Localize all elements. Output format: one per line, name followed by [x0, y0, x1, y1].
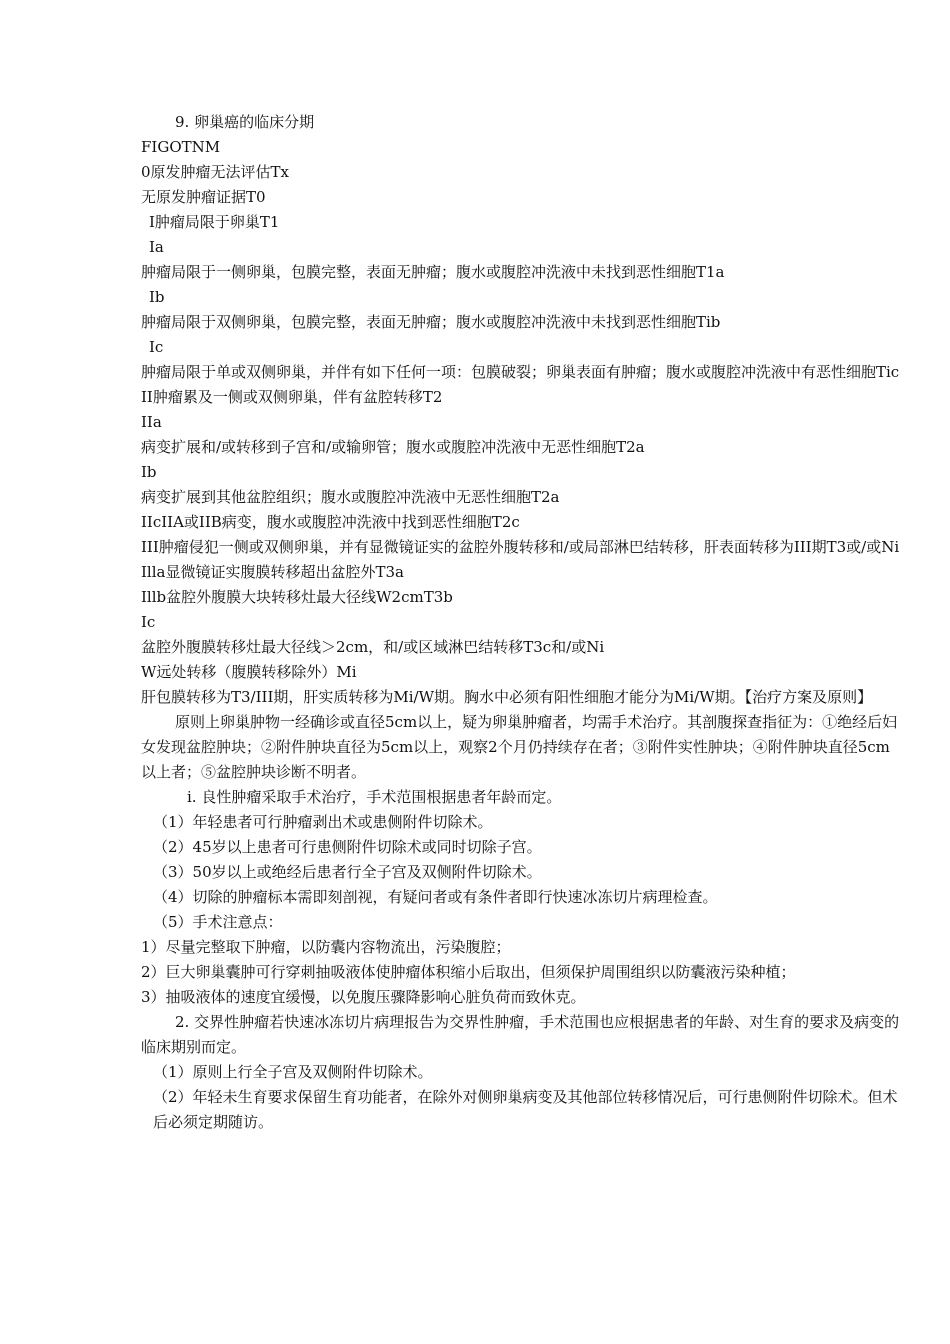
stage-row: W远处转移（腹膜转移除外）Mi	[141, 663, 357, 681]
list-item: （3）50岁以上或绝经后患者行全子宫及双侧附件切除术。	[153, 863, 542, 881]
stage-note-and-treatment-heading: 肝包膜转移为T3/III期，肝实质转移为Mi/W期。胸水中必须有阳性细胞才能分为Mi/W期。【治疗方案及原则】	[141, 688, 873, 706]
stage-description: 肿瘤局限于双侧卵巢，包膜完整，表面无肿瘤；腹水或腹腔冲洗液中未找到恶性细胞Tib	[141, 313, 721, 331]
treatment-principle-paragraph: 原则上卵巢肿物一经确诊或直径5cm以上，疑为卵巢肿瘤者，均需手术治疗。其剖腹探查指征为：①绝经后妇女发现盆腔肿块；②附件肿块直径为5cm以上，观察2个月仍持续存在者；③附件实性肿块；④附件肿块直径5cm以上者；⑤盆腔肿块诊断不明者。	[141, 713, 898, 781]
stage-description: 盆腔外腹膜转移灶最大径线＞2cm，和/或区域淋巴结转移T3c和/或Ni	[141, 638, 605, 656]
section-heading-staging: 9. 卵巢癌的临床分期	[175, 113, 315, 131]
list-item: （5）手术注意点：	[153, 913, 283, 931]
stage-label: Ic	[141, 613, 156, 631]
list-item: （4）切除的肿瘤标本需即刻剖视，有疑问者或有条件者即行快速冰冻切片病理检查。	[153, 888, 718, 906]
stage-description: 病变扩展到其他盆腔组织；腹水或腹腔冲洗液中无恶性细胞T2a	[141, 488, 560, 506]
table-header-figo-tnm: FIGOTNM	[141, 138, 221, 156]
list-item: （1）年轻患者可行肿瘤剥出术或患侧附件切除术。	[153, 813, 493, 831]
list-item: （2）年轻未生育要求保留生育功能者，在除外对侧卵巢病变及其他部位转移情况后，可行患侧附件切除术。但术后必须定期随访。	[153, 1088, 898, 1131]
stage-row: I肿瘤局限于卵巢T1	[149, 213, 280, 231]
stage-label: Ib	[149, 288, 165, 306]
sub-list-item: 1）尽量完整取下肿瘤，以防囊内容物流出，污染腹腔；	[141, 938, 511, 956]
stage-row: 0原发肿瘤无法评估Tx	[141, 163, 290, 181]
sub-list-item: 3）抽吸液体的速度宜缓慢，以免腹压骤降影响心脏负荷而致休克。	[141, 988, 586, 1006]
stage-row: Illa显微镜证实腹膜转移超出盆腔外T3a	[141, 563, 404, 581]
stage-label: Ib	[141, 463, 157, 481]
stage-row: II肿瘤累及一侧或双侧卵巢，伴有盆腔转移T2	[141, 388, 443, 406]
borderline-tumor-paragraph: 2. 交界性肿瘤若快速冰冻切片病理报告为交界性肿瘤，手术范围也应根据患者的年龄、对生育的要求及病变的临床期别而定。	[141, 1013, 900, 1056]
stage-description: 肿瘤局限于单或双侧卵巢，并伴有如下任何一项：包膜破裂；卵巢表面有肿瘤；腹水或腹腔冲洗液中有恶性细胞Tic	[141, 363, 900, 381]
stage-row: III肿瘤侵犯一侧或双侧卵巢，并有显微镜证实的盆腔外腹转移和/或局部淋巴结转移，肝表面转移为III期T3或/或Ni	[141, 538, 900, 556]
benign-tumor-heading: i. 良性肿瘤采取手术治疗，手术范围根据患者年龄而定。	[187, 788, 562, 806]
stage-description: 病变扩展和/或转移到子宫和/或输卵管；腹水或腹腔冲洗液中无恶性细胞T2a	[141, 438, 645, 456]
list-item: （1）原则上行全子宫及双侧附件切除术。	[153, 1063, 433, 1081]
list-item: （2）45岁以上患者可行患侧附件切除术或同时切除子宫。	[153, 838, 542, 856]
stage-row: IIcIIA或IIB病变，腹水或腹腔冲洗液中找到恶性细胞T2c	[141, 513, 520, 531]
stage-row: Illb盆腔外腹膜大块转移灶最大径线W2cmT3b	[141, 588, 453, 606]
stage-label: Ia	[149, 238, 164, 256]
document-body	[141, 110, 901, 1135]
sub-list-item: 2）巨大卵巢囊肿可行穿刺抽吸液体使肿瘤体积缩小后取出，但须保护周围组织以防囊液污染种植；	[141, 963, 796, 981]
stage-description: 肿瘤局限于一侧卵巢，包膜完整，表面无肿瘤；腹水或腹腔冲洗液中未找到恶性细胞T1a	[141, 263, 725, 281]
stage-row: 无原发肿瘤证据T0	[141, 188, 266, 206]
stage-label: IIa	[141, 413, 162, 431]
stage-label: Ic	[149, 338, 164, 356]
